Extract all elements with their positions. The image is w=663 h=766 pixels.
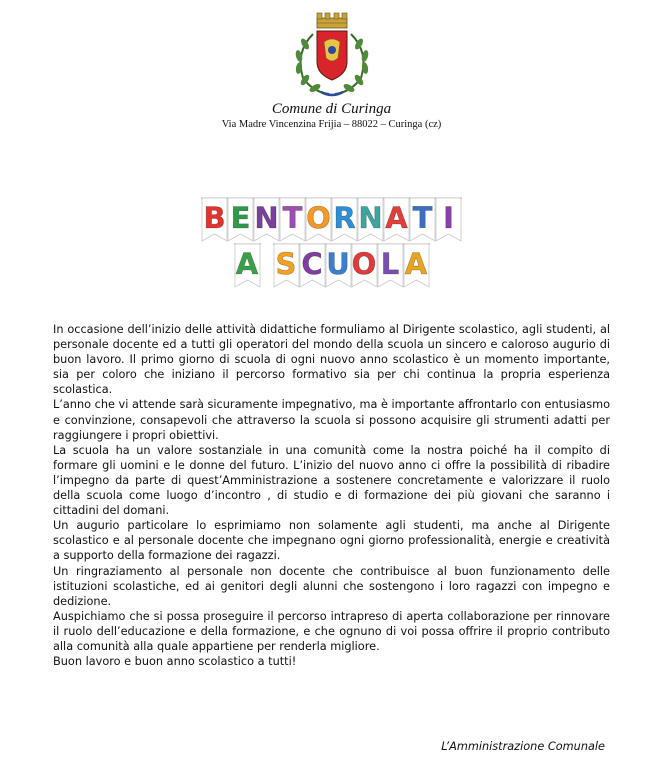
banner-flag [409,197,436,247]
banner-flag [357,197,384,247]
banner-flag [351,243,378,293]
letter-body [53,322,610,669]
banner-flag [403,243,430,293]
banner-letter: T [282,201,303,235]
banner-flag [435,197,462,247]
banner-letter: U [326,247,350,281]
comune-address: Via Madre Vincenzina Frijia – 88022 – Curinga (cz) [221,119,442,130]
banner-letter: A [385,201,408,235]
letter-paragraph: Buon lavoro e buon anno scolastico a tutti! [53,655,297,669]
banner-flag [305,197,332,247]
banner-flag [325,243,352,293]
banner-letter: C [301,247,323,281]
letter-paragraph: La scuola ha un valore sostanziale in una comunità come la nostra poiché ha il compito di formare gli uomini e le donne del futuro. L’inizio del nuovo anno ci offre la possibilità di ribadire l’impegno da parte di quest’Amministrazione a sostenere concretamente e valorizzare il ruolo della scuola come luogo d’incontro , di studio e di formazione dei più giovani che saranno i cittadini del domani. [53,443,610,518]
banner-flag [279,197,306,247]
coat-of-arms-icon [283,12,381,100]
signature: L’Amministrazione Comunale [441,740,605,753]
banner-letter: S [275,247,297,281]
letter-paragraph: L’anno che vi attende sarà sicuramente impegnativo, ma è importante affrontarlo con entusiasmo e convinzione, consapevoli che attraverso la scuola si possono acquisire gli strumenti adatti per raggiungere i propri obiettivi. [53,398,610,442]
banner-letter: R [333,201,356,235]
banner-flag [331,197,358,247]
banner-letter: E [230,201,251,235]
banner-flag [201,197,228,247]
banner-letter: O [351,247,377,281]
banner-flag [227,197,254,247]
banner-flag [383,197,410,247]
banner-flag [299,243,326,293]
banner-flag [377,243,404,293]
banner-letter: I [443,201,454,235]
banner-letter: T [412,201,433,235]
banner-letter: L [380,247,400,281]
banner-flag [234,243,261,293]
coat-of-arms-emblem [283,12,381,100]
banner-a-scuola [0,243,663,293]
letter-paragraph: Un augurio particolare lo esprimiamo non solamente agli studenti, ma anche al Dirigente scolastico e al personale docente che impegnano ogni giorno professionalità, energie e creatività a supporto della formazione dei ragazzi. [53,519,610,563]
banner-letter: N [358,201,383,235]
letter-paragraph: Auspichiamo che si possa proseguire il percorso intrapreso di aperta collaborazione per rinnovare il ruolo dell’educazione e della formazione, e che ognuno di voi possa offrire il proprio contributo alla comunità alla quale appartiene per renderla migliore. [53,609,610,653]
banner-flag [273,243,300,293]
banner-letter: O [306,201,331,235]
comune-name: Comune di Curinga [271,101,392,117]
letter-paragraph: In occasione dell’inizio delle attività didattiche formuliamo al Dirigente scolastico, agli studenti, al personale docente ed a tutti gli operatori del mondo della scuola un sincero e caloroso augurio di buon lavoro. Il primo giorno di scuola di ogni nuovo anno scolastico è un momento importante, sia per coloro che iniziano il percorso formativo sia per chi continua la propria esperienza scolastica. [53,323,610,397]
banner-bentornati [0,197,663,247]
banner-letter: A [235,247,259,281]
letter-paragraph: Un ringraziamento al personale non docente che contribuisce al buon funzionamento delle istituzioni scolastiche, ed ai genitori degli alunni che sostengono i loro ragazzi con impegno e dedizione. [53,564,610,608]
banner-flag [253,197,280,247]
banner-letter: A [404,247,428,281]
banner-gap [260,243,274,293]
banner-letter: N [254,201,279,235]
banner-letter: B [203,201,226,235]
